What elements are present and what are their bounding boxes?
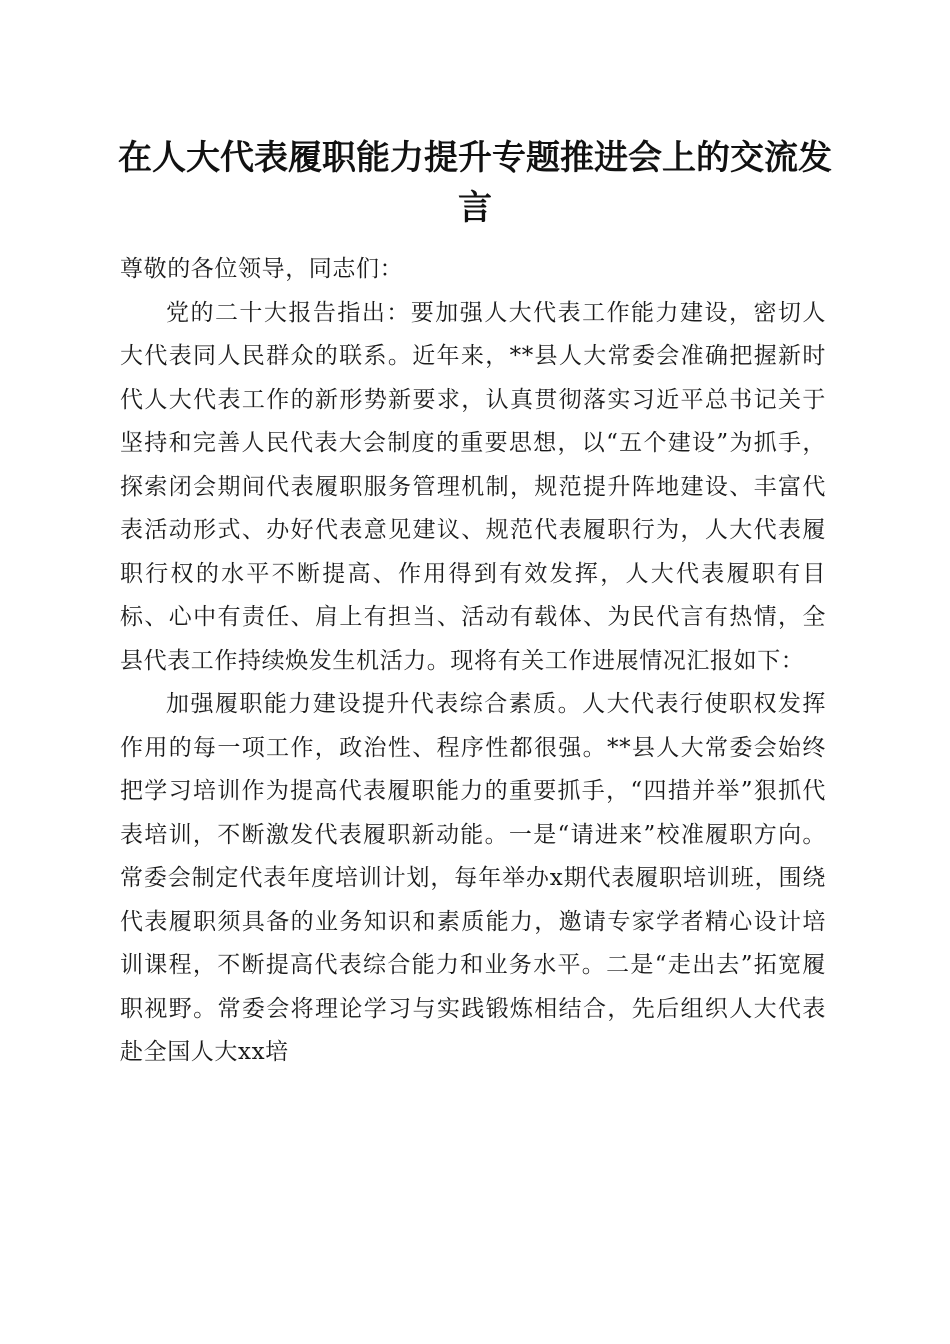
paragraph: 党的二十大报告指出：要加强人大代表工作能力建设，密切人大代表同人民群众的联系。近年来，**县人大常委会准确把握新时代人大代表工作的新形势新要求，认真贯彻落实习近平总书记关于坚持和完善人民代表大会制度的重要思想，以“五个建设”为抓手，探索闭会期间代表履职服务管理机制，规范提升阵地建设、丰富代表活动形式、办好代表意见建议、规范代表履职行为，人大代表履职行权的水平不断提高、作用得到有效发挥，人大代表履职有目标、心中有责任、肩上有担当、活动有载体、为民代言有热情，全县代表工作持续焕发生机活力。现将有关工作进展情况汇报如下： (120, 299, 826, 674)
paragraph: 加强履职能力建设提升代表综合素质。人大代表行使职权发挥作用的每一项工作，政治性、程序性都很强。**县人大常委会始终把学习培训作为提高代表履职能力的重要抓手，“四措并举”狠抓代表培训，不断激发代表履职新动能。一是“请进来”校准履职方向。常委会制定代表年度培训计划，每年举办x期代表履职培训班，围绕代表履职须具备的业务知识和素质能力，邀请专家学者精心设计培训课程，不断提高代表综合能力和业务水平。二是“走出去”拓宽履职视野。常委会将理论学习与实践锻炼相结合，先后组织人大代表赴全国人大xx培 (120, 691, 826, 1065)
document-body (120, 248, 826, 1075)
document-title: 在人大代表履职能力提升专题推进会上的交流发言 (118, 138, 832, 228)
salutation: 尊敬的各位领导，同志们： (120, 256, 404, 282)
